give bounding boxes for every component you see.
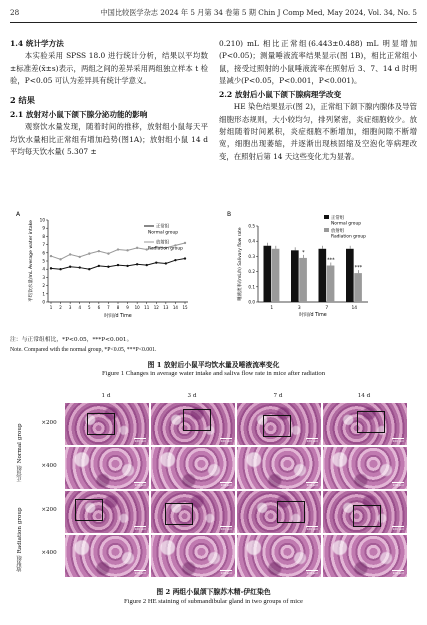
he-image-normal-3d-x200 bbox=[150, 402, 236, 446]
bar-0 bbox=[346, 249, 354, 302]
figure-1-charts bbox=[12, 208, 417, 333]
scale-bar: 100 μm bbox=[220, 439, 232, 443]
x-tick-label: 10 bbox=[134, 305, 140, 310]
group-radiation-en: Radiation group bbox=[17, 507, 23, 554]
bar-1 bbox=[354, 273, 362, 302]
col-label-1d: 1 d bbox=[101, 393, 111, 399]
y-tick-label: 0.4 bbox=[248, 238, 255, 244]
he-image-normal-14d-x200 bbox=[322, 402, 408, 446]
series-point bbox=[184, 257, 186, 259]
he-image-radiation-1d-x200 bbox=[64, 490, 150, 534]
right-column bbox=[219, 38, 417, 163]
he-image-normal-1d-x200 bbox=[64, 402, 150, 446]
y-tick-label: 0.5 bbox=[248, 223, 255, 229]
zoom-region-box bbox=[353, 505, 381, 527]
series-point bbox=[117, 264, 119, 266]
y-tick-label: 0.1 bbox=[248, 284, 255, 290]
series-point bbox=[50, 267, 52, 269]
legend-label-cn: 正常组 bbox=[331, 216, 345, 221]
x-tick-label: 12 bbox=[153, 305, 159, 310]
legend-label-en: Normal group bbox=[148, 230, 179, 236]
series-point bbox=[69, 266, 71, 268]
he-image-normal-14d-x400 bbox=[322, 446, 408, 490]
y-tick-label: 10 bbox=[39, 217, 45, 223]
group-normal-en: Normal group bbox=[17, 423, 23, 464]
x-tick-label: 4 bbox=[78, 305, 81, 310]
y-axis-label: 唾液流率/(mL/h) Salivary flow rate bbox=[238, 227, 243, 301]
mag-label-n400: ×400 bbox=[41, 463, 57, 469]
section-1-4-text: 本实验采用 SPSS 18.0 进行统计分析，结果以平均数±标准差(x̄±s)表示，两组之间的差异采用两组独立样本 t 检验，P<0.05 可认为差异具有统计学意义。 bbox=[10, 51, 208, 85]
series-point bbox=[79, 266, 81, 268]
he-image-normal-7d-x400 bbox=[236, 446, 322, 490]
significance-marker: * bbox=[302, 249, 305, 256]
series-point bbox=[107, 252, 109, 254]
col-label-14d: 14 d bbox=[357, 393, 371, 399]
scale-bar: 100 μm bbox=[306, 527, 318, 531]
he-image-normal-7d-x200 bbox=[236, 402, 322, 446]
series-point bbox=[136, 247, 138, 249]
x-tick-label: 6 bbox=[97, 305, 101, 310]
x-tick-label: 3 bbox=[297, 306, 301, 311]
zoom-region-box bbox=[357, 411, 385, 433]
x-axis-label: 时间/d Time bbox=[299, 313, 327, 318]
y-tick-label: 8 bbox=[42, 233, 45, 239]
series-point bbox=[146, 264, 148, 266]
scale-bar: 100 μm bbox=[134, 571, 146, 575]
figure-2-caption-en: Figure 2 HE staining of submandibular gland in two groups of mice bbox=[124, 598, 303, 605]
y-tick-label: 1 bbox=[42, 291, 45, 297]
x-axis-label: 时间/d Time bbox=[104, 314, 132, 319]
figure-1-caption-en: Figure 1 Changes in average water intake and saliva flow rate in mice after radiation bbox=[102, 370, 325, 377]
legend-swatch bbox=[324, 228, 329, 232]
y-tick-label: 4 bbox=[42, 266, 45, 272]
scale-bar: 100 μm bbox=[134, 483, 146, 487]
x-tick-label: 2 bbox=[59, 305, 62, 310]
y-tick-label: 0.0 bbox=[248, 299, 255, 305]
y-tick-label: 5 bbox=[42, 258, 45, 264]
x-tick-label: 1 bbox=[49, 305, 53, 310]
x-tick-label: 7 bbox=[325, 306, 329, 311]
page-number: 28 bbox=[10, 8, 20, 17]
scale-bar: 100 μm bbox=[392, 527, 404, 531]
panel-a-label: A bbox=[16, 211, 21, 218]
journal-header: 中国比较医学杂志 2024 年 5 月第 34 卷第 5 期 Chin J Comp Med, May 2024, Vol. 34, No. 5 bbox=[100, 8, 417, 17]
he-image-radiation-14d-x200 bbox=[322, 490, 408, 534]
scale-bar: 100 μm bbox=[392, 439, 404, 443]
col-label-7d: 7 d bbox=[273, 393, 283, 399]
significance-marker: *** bbox=[327, 257, 335, 264]
series-point bbox=[88, 252, 90, 254]
x-tick-label: 14 bbox=[351, 306, 358, 311]
significance-marker: *** bbox=[354, 265, 363, 272]
he-image-radiation-7d-x200 bbox=[236, 490, 322, 534]
legend-swatch bbox=[324, 215, 329, 219]
x-tick-label: 11 bbox=[144, 305, 150, 310]
x-tick-label: 1 bbox=[270, 306, 274, 311]
left-column bbox=[10, 38, 208, 158]
series-point bbox=[174, 259, 176, 261]
series-point bbox=[155, 261, 157, 263]
series-point bbox=[79, 256, 81, 258]
y-tick-label: 2 bbox=[42, 283, 45, 289]
series-point bbox=[69, 253, 71, 255]
section-2-1-text: 观察饮水量发现，随着时间的推移，放射组小鼠每天平均饮水量相比正常组有增加趋势(图1A)；放射组小鼠 14 d 平均每天饮水量( 5.307 ± bbox=[10, 122, 208, 157]
legend-label-cn: 放射组 bbox=[156, 240, 170, 246]
figure-2-caption-cn: 图 2 两组小鼠颌下腺苏木精-伊红染色 bbox=[156, 588, 271, 596]
y-tick-label: 3 bbox=[42, 274, 45, 280]
x-tick-label: 7 bbox=[107, 305, 110, 310]
series-point bbox=[98, 250, 100, 252]
bar-1 bbox=[272, 249, 280, 302]
legend-label-cn: 放射组 bbox=[331, 229, 345, 234]
y-tick-label: 7 bbox=[42, 242, 45, 248]
mag-label-r400: ×400 bbox=[41, 550, 57, 556]
mag-label-r200: ×200 bbox=[41, 507, 57, 513]
x-tick-label: 9 bbox=[126, 305, 129, 310]
series-point bbox=[117, 248, 119, 250]
section-1-4-title: 1.4 统计学方法 bbox=[10, 39, 64, 48]
x-tick-label: 3 bbox=[68, 305, 72, 310]
scale-bar: 100 μm bbox=[134, 439, 146, 443]
mag-label-n200: ×200 bbox=[41, 420, 57, 426]
zoom-region-box bbox=[183, 409, 211, 431]
he-image-normal-3d-x400 bbox=[150, 446, 236, 490]
he-image-radiation-3d-x400 bbox=[150, 534, 236, 578]
bar-chart-saliva-flow bbox=[236, 214, 368, 318]
series-point bbox=[126, 249, 128, 251]
line-chart-water-intake bbox=[27, 218, 188, 320]
legend-label-en: Normal group bbox=[331, 221, 362, 227]
col-label-3d: 3 d bbox=[187, 393, 197, 399]
group-normal-cn: 正常组 bbox=[17, 465, 23, 483]
series-point bbox=[126, 265, 128, 267]
zoom-region-box bbox=[75, 499, 103, 521]
section-2-2-text: HE 染色结果显示(图 2)，正常组下颌下腺内腺体及导管细胞形态规则，大小较均匀，排列紧密，炎症细胞较少。放射组随着时间累积，炎症细胞不断增加，细胞间隙不断增宽，细胞出现萎缩，并逐渐出现核固缩及空泡化等病理改变，在照射后第 14 天这些变化尤为显著。 bbox=[219, 102, 417, 161]
series-point bbox=[136, 263, 138, 265]
bar-0 bbox=[319, 249, 327, 302]
x-tick-label: 5 bbox=[88, 305, 91, 310]
scale-bar: 100 μm bbox=[392, 571, 404, 575]
bar-0 bbox=[264, 246, 272, 302]
y-tick-label: 0.2 bbox=[248, 269, 255, 275]
series-point bbox=[165, 262, 167, 264]
figure-1-caption-cn: 图 1 放射后小鼠平均饮水量及唾液流率变化 bbox=[147, 361, 280, 369]
legend-label-cn: 正常组 bbox=[156, 224, 170, 230]
he-image-radiation-1d-x400 bbox=[64, 534, 150, 578]
scale-bar: 100 μm bbox=[306, 571, 318, 575]
series-point bbox=[59, 268, 61, 270]
x-tick-label: 13 bbox=[163, 305, 169, 310]
he-image-radiation-3d-x200 bbox=[150, 490, 236, 534]
zoom-region-box bbox=[263, 415, 291, 437]
section-2-title: 2 结果 bbox=[10, 95, 35, 106]
section-2-2-title: 2.2 放射后小鼠下颌下腺病理学改变 bbox=[219, 90, 342, 100]
figure-2-image-grid bbox=[64, 402, 408, 578]
scale-bar: 100 μm bbox=[220, 527, 232, 531]
section-2-1-title: 2.1 放射对小鼠下颌下腺分泌功能的影响 bbox=[10, 110, 148, 120]
y-tick-label: 0.3 bbox=[248, 253, 255, 259]
bar-1 bbox=[327, 266, 335, 302]
scale-bar: 100 μm bbox=[220, 571, 232, 575]
group-label-normal bbox=[17, 418, 33, 488]
panel-b-label: B bbox=[227, 211, 232, 218]
series-point bbox=[88, 268, 90, 270]
y-tick-label: 0 bbox=[42, 299, 45, 305]
x-tick-label: 14 bbox=[172, 305, 178, 310]
series-point bbox=[184, 242, 186, 244]
y-tick-label: 6 bbox=[42, 250, 45, 256]
continued-text: 0.210) mL 相比正常组(6.443±0.488) mL 明显增加(P<0.05)；测量唾液流率结果显示(图 1B)，相比正常组小鼠，接受过照射的小鼠唾液流率在照射后 3、7、14 d 时明显减少(P<0.05，P<0.001，P<0.001)。 bbox=[219, 39, 417, 85]
he-image-radiation-14d-x400 bbox=[322, 534, 408, 578]
x-tick-label: 8 bbox=[116, 305, 120, 310]
scale-bar: 100 μm bbox=[134, 527, 146, 531]
figure-1-note-en: Note. Compared with the normal group, *P<0.05, ***P<0.001. bbox=[10, 347, 157, 353]
x-tick-label: 15 bbox=[182, 305, 188, 310]
zoom-region-box bbox=[87, 413, 115, 435]
group-label-radiation bbox=[17, 500, 33, 580]
header-rule bbox=[10, 22, 417, 23]
group-radiation-cn: 放射组 bbox=[17, 555, 23, 573]
series-point bbox=[59, 258, 61, 260]
scale-bar: 100 μm bbox=[392, 483, 404, 487]
bar-1 bbox=[299, 258, 307, 302]
scale-bar: 100 μm bbox=[306, 483, 318, 487]
legend-label-en: Radiation group bbox=[331, 234, 366, 240]
figure-2-column-labels bbox=[64, 393, 414, 401]
he-image-normal-1d-x400 bbox=[64, 446, 150, 490]
scale-bar: 100 μm bbox=[306, 439, 318, 443]
y-tick-label: 9 bbox=[42, 225, 45, 231]
scale-bar: 100 μm bbox=[220, 483, 232, 487]
he-image-radiation-7d-x400 bbox=[236, 534, 322, 578]
zoom-region-box bbox=[277, 501, 305, 523]
y-axis-label: 平均饮水量/mL Average water intake bbox=[29, 219, 34, 303]
zoom-region-box bbox=[165, 503, 193, 525]
figure-1-note-cn: 注：与正常组相比，*P<0.05，***P<0.001。 bbox=[10, 337, 133, 343]
bar-0 bbox=[291, 250, 299, 302]
legend-label-en: Radiation group bbox=[148, 246, 183, 252]
series-point bbox=[107, 266, 109, 268]
series-point bbox=[98, 265, 100, 267]
series-point bbox=[50, 255, 52, 257]
